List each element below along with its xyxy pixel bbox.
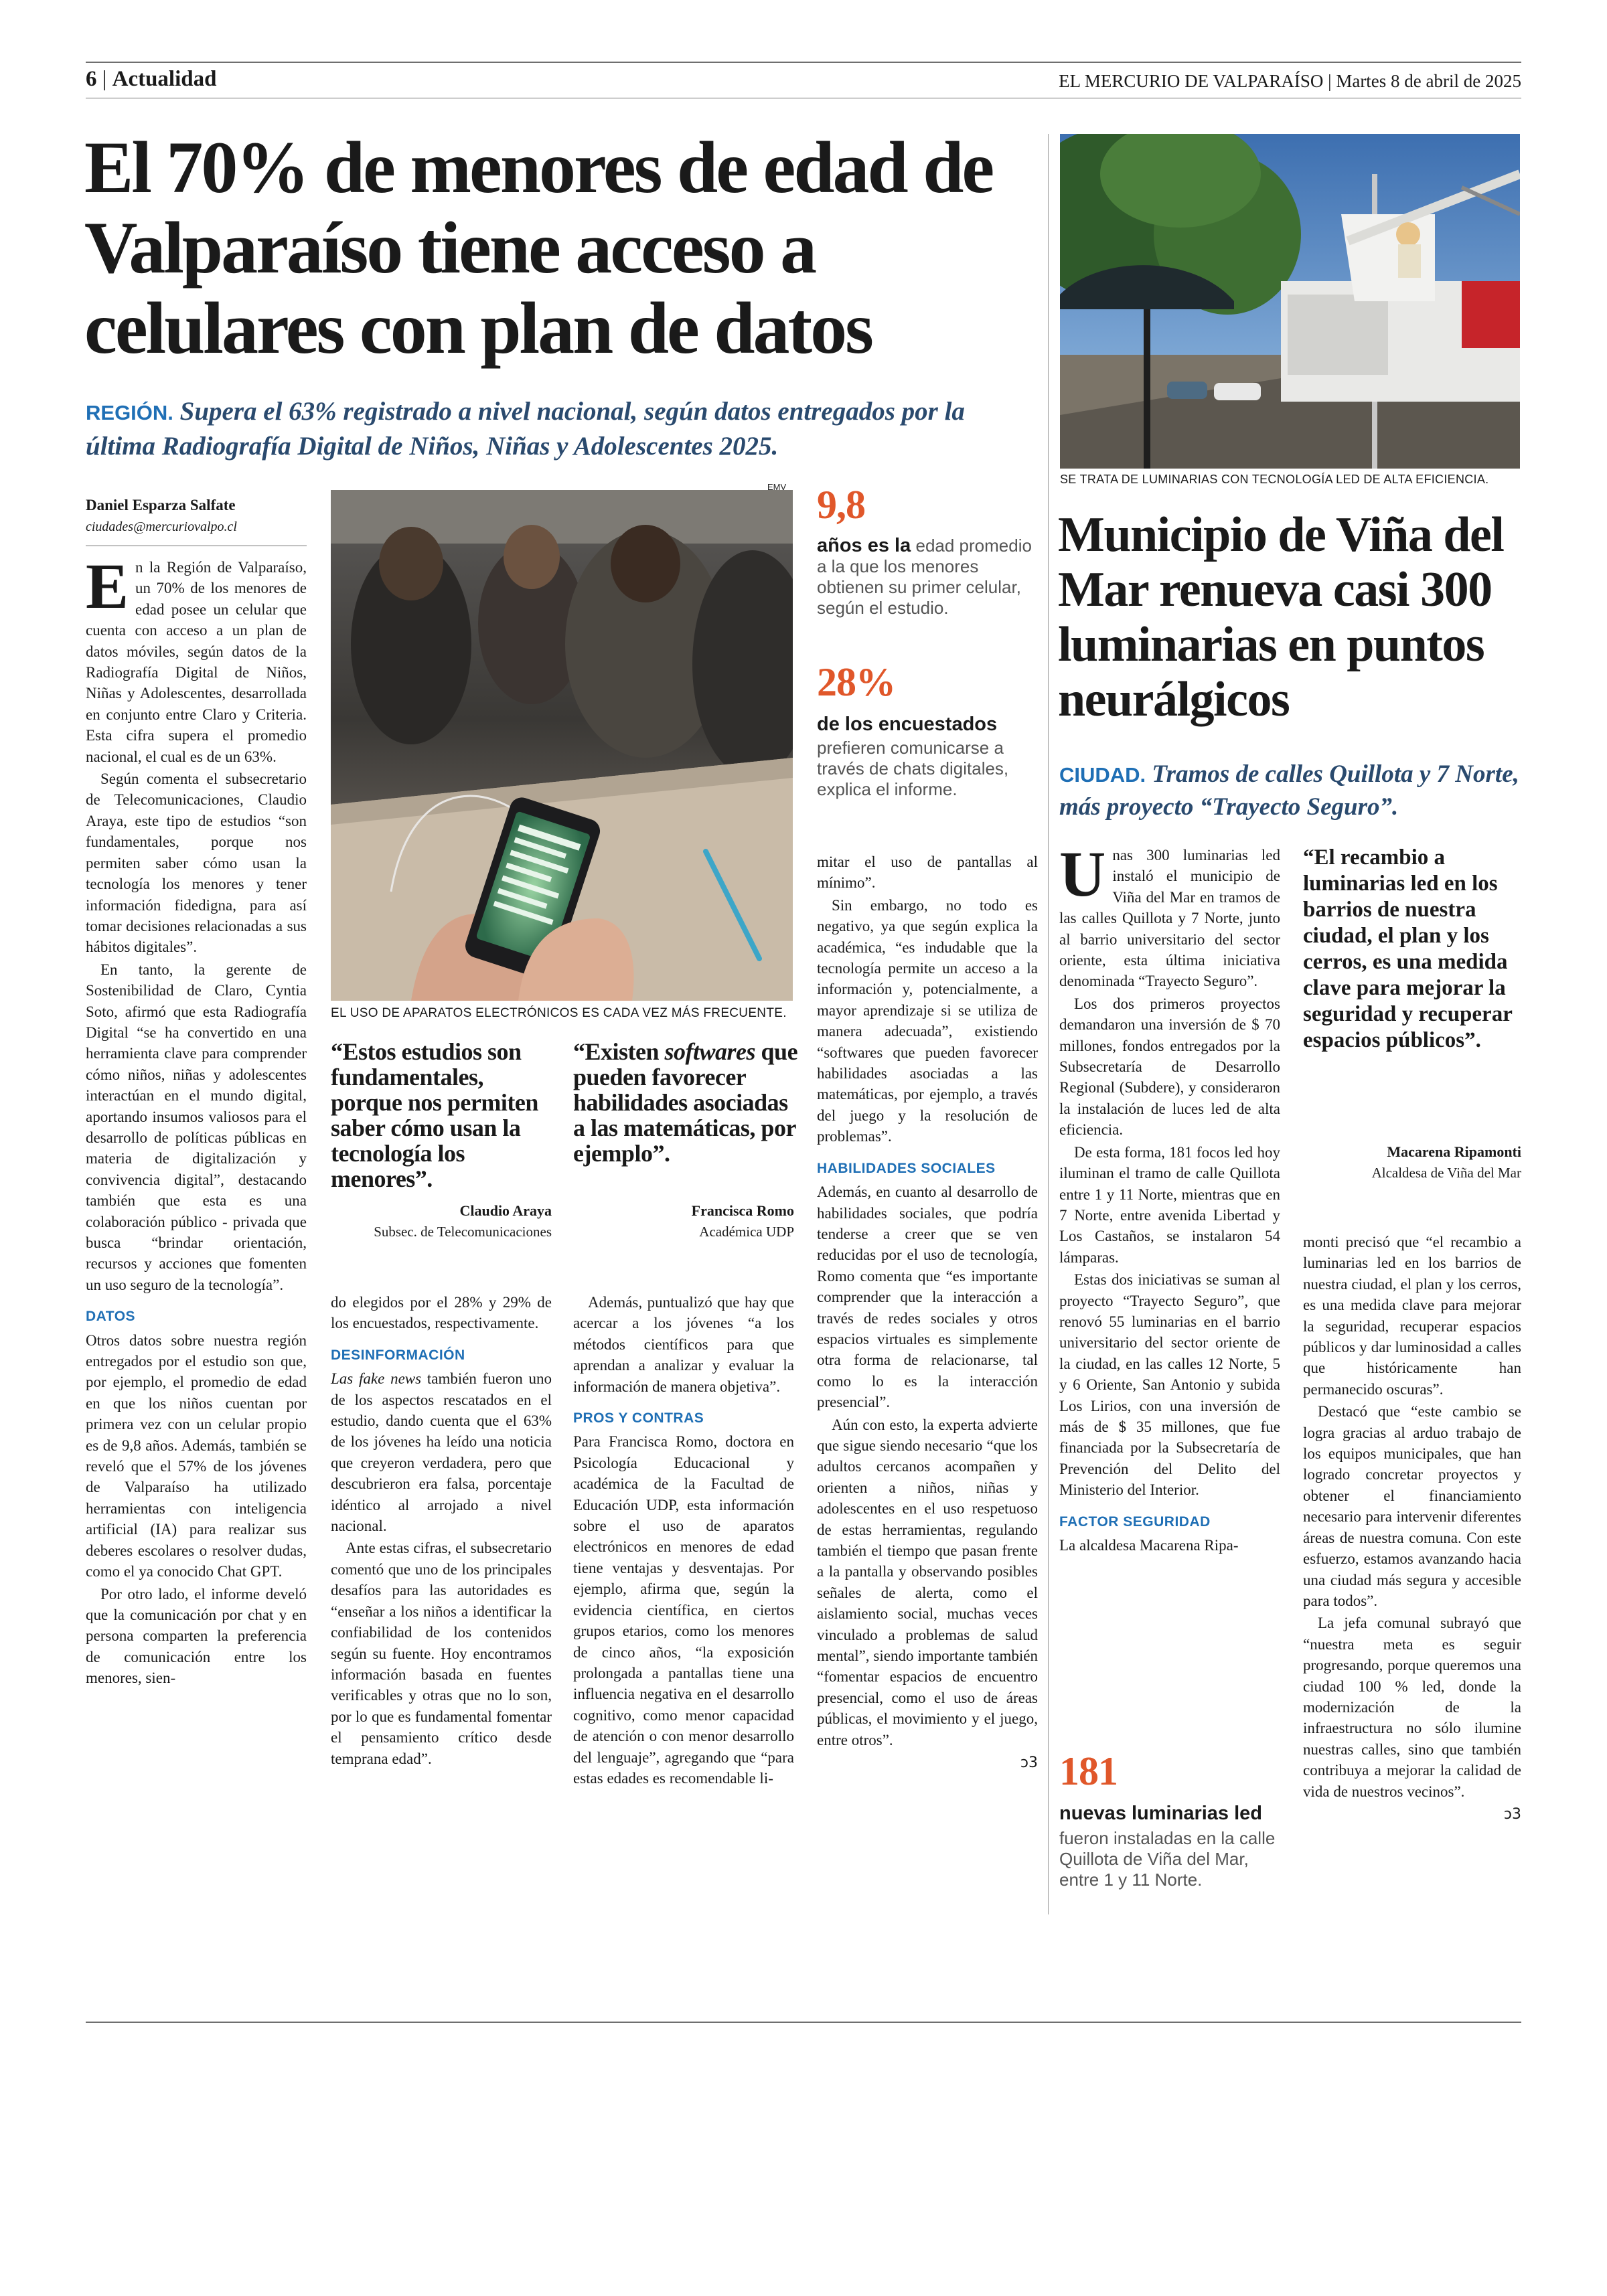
paragraph: Ante estas cifras, el subsecretario comentó que uno de los principales desafíos para las autoridades es “enseñar a los niños a identificar la confiabilidad de los contenidos según su fuente. Hoy encontramos información basada en fuentes verificables y otras que no lo son, por lo que es fundamental fomentar el pensamiento crítico desde temprana edad”. [331,1540,552,1767]
main-headline: El 70% de menores de edad de Valparaíso tiene acceso a celulares con plan de datos [84,127,993,369]
paragraph: Según comenta el subsecretario de Telecomunicaciones, Claudio Araya, este tipo de estudios “son fundamentales, porque nos permiten saber cómo usan la tecnología los menores y tener información fidedigna, para así tomar decisiones relacionadas a sus hábitos digitales”. [86,770,307,956]
fake-news-em: Las fake news [331,1370,422,1388]
stat-desc: fueron instaladas en la calle Quillota de Viña del Mar, entre 1 y 11 Norte. [1059,1828,1276,1890]
quote-author: Macarena Ripamonti [1387,1143,1521,1160]
quote-role: Académica UDP [699,1224,794,1240]
paragraph: Los dos primeros proyectos demandaron una inversión de $ 70 millones, fondos entregados por la Subsecretaría de Desarrollo Regional (Subdere), y consideraron la instalación de luces led de alta eficiencia. [1059,995,1280,1139]
side-lead [1059,758,1528,823]
paragraph: La alcaldesa Macarena Ripa- [1059,1537,1239,1554]
street-lights-image [1060,134,1520,469]
paper-info: EL MERCURIO DE VALPARAÍSO | Martes 8 de abril de 2025 [1059,71,1521,91]
page-number: 6 [86,67,97,91]
subheading: DATOS [86,1309,136,1325]
paragraph: mitar el uso de pantallas al mínimo”. [817,853,1038,892]
paragraph: La jefa comunal subrayó que “nuestra meta es seguir progresando, porque queremos una ciudad 100 % led, donde la modernización de la infraestructura no sólo ilumine nuestras calles, sino que también contribuya a mejorar la calidad de vida de nuestros vecinos”. [1303,1615,1521,1800]
quote-text-italic: softwares [664,1038,756,1065]
paragraph: Además, puntualizó que hay que acercar a los jóvenes “a los métodos científicos para que aprendan a analizar y evaluar la información de manera objetiva”. [573,1294,794,1395]
paragraph: do elegidos por el 28% y 29% de los encuestados, respectivamente. [331,1294,552,1332]
main-col-3 [573,1292,794,1790]
end-mark: ↄ3 [1503,1805,1521,1823]
main-lead [86,395,1037,463]
quote-role: Subsec. de Telecomunicaciones [374,1224,552,1240]
bottom-rule [86,2022,1521,2023]
main-col-2 [331,1292,552,1771]
side-photo [1060,134,1520,469]
quote-text: “Existen [573,1038,665,1065]
stat-1 [817,536,1038,619]
dropcap: E [86,550,129,622]
side-pull-quote: “El recambio a luminarias led en los barrios de nuestra ciudad, el plan y los cerros, es una medida clave para mejorar la seguridad y recuperar espacios públicos”. [1303,845,1513,1052]
quote-author: Francisca Romo [691,1202,794,1219]
top-rule [86,62,1521,63]
article-divider [1048,134,1049,1914]
main-col-1 [86,550,307,1690]
stat-desc: prefieren comunicarse a través de chats digitales, explica el informe. [817,738,1009,799]
end-mark: ↄ3 [1020,1754,1038,1772]
lead-text: Supera el 63% registrado a nivel nacional, según datos entregados por la última Radiografía Digital de Niños, Niñas y Adolescentes 2025. [86,397,965,461]
newspaper-name: EL MERCURIO DE VALPARAÍSO [1059,71,1324,91]
paragraph: Para Francisca Romo, doctora en Psicología Educacional y académica de la Facultad de Educación UDP, esta información sobre el uso de aparatos electrónicos en menores de edad tiene ventajas y desventajas. Por ejemplo, afirma que, según la evidencia científica, en ciertos grupos etarios, como los menores de cinco años, “la exposición prolongada a pantallas tiene una influencia negativa en el desarrollo cognitivo, como menor capacidad de atención o con menor desarrollo del lenguaje”, agregando que “para estas edades es recomendable li- [573,1433,794,1787]
side-col-1 [1059,838,1280,1557]
paragraph: Por otro lado, el informe develó que la comunicación por chat y en persona comparten la preferencia de comunicación entre los menores, sien- [86,1585,307,1687]
paragraph: monti precisó que “el recambio a luminarias led en los barrios de nuestra ciudad, el plan y los cerros, es una medida clave para mejorar la seguridad, recuperar espacios públicos y dar luminosidad a calles que históricamente han permanecido oscuras”. [1303,1234,1521,1398]
photo-credit: EMV [767,482,787,492]
main-photo-caption: EL USO DE APARATOS ELECTRÓNICOS ES CADA VEZ MÁS FRECUENTE. [331,1006,787,1020]
quote-author: Claudio Araya [459,1202,552,1219]
quote-text: que pueden favorecer habilidades asociadas a las matemáticas, por ejemplo”. [573,1038,798,1167]
subheading: FACTOR SEGURIDAD [1059,1513,1211,1530]
section-name: Actualidad [112,67,217,91]
subheading: PROS Y CONTRAS [573,1410,704,1426]
paragraph: Sin embargo, no todo es negativo, ya que según explica la académica, “es indudable que la tecnología permite un acceso a la información y, potencialmente, a mayor aprendizaje si se utiliza de manera adecuada”, existiendo “softwares que pueden favorecer habilidades asociadas a las matemáticas, por ejemplo, a través del juego y la resolución de problemas”. [817,896,1038,1145]
dropcap: U [1059,838,1106,910]
byline [86,497,307,535]
paragraph: Además, en cuanto al desarrollo de habilidades sociales, que podría tenderse a creer que se ven reducidas por el uso de tecnología, Romo comenta que “es importante comprender que la interacción a través de redes sociales y otros espacios virtuales es simplemente otra forma de relacionarse, tal como lo es la interacción presencial”. [817,1183,1038,1411]
lead-tag: REGIÓN. [86,401,173,424]
stat-number: 181 [1059,1749,1118,1793]
lead-text: Tramos de calles Quillota y 7 Norte, más proyecto “Trayecto Seguro”. [1059,760,1519,821]
stat-number: 28% [817,660,895,704]
lead-tag: CIUDAD. [1059,763,1146,787]
classroom-phone-image [331,490,793,1001]
paragraph: De esta forma, 181 focos led hoy iluminan el tramo de calle Quillota entre 1 y 11 Norte, mientras que en 7 Norte, entre avenida Libertad y Los Castaños, se instalaron 54 lámparas. [1059,1143,1280,1266]
side-headline: Municipio de Viña del Mar renueva casi 300 luminarias en puntos neurálgicos [1058,507,1504,727]
paragraph: Estas dos iniciativas se suman al proyecto “Trayecto Seguro”, que renovó 55 luminarias en el barrio universitario del sector oriente de la ciudad, en las calles 12 Norte, 5 y 6 Oriente, San Antonio y subida Los Lirios, con una inversión de más de $ 35 millones, que fue financiada por la Subsecretaría de Prevención del Delito del Ministerio del Interior. [1059,1271,1280,1499]
stat-number: 9,8 [817,483,865,527]
stat-desc: edad promedio a la que los menores obtienen su primer celular, según el estudio. [817,536,1032,618]
stat-label: años es la [817,535,911,556]
author-name: Daniel Esparza Salfate [86,497,236,513]
pull-quote-2 [573,1039,801,1166]
side-photo-caption: SE TRATA DE LUMINARIAS CON TECNOLOGÍA LED DE ALTA EFICIENCIA. [1060,473,1489,486]
issue-date: Martes 8 de abril de 2025 [1336,71,1521,91]
subheading: DESINFORMACIÓN [331,1347,465,1363]
author-email: ciudades@mercuriovalpo.cl [86,519,237,534]
main-col-4 [817,851,1038,1773]
main-photo [331,490,793,1001]
side-col-2 [1303,1232,1521,1825]
paragraph: Otros datos sobre nuestra región entregados por el estudio son que, por ejemplo, el promedio de edad en que los niños cuentan por primera vez con un celular propio es de 9,8 años. Además, también se reveló que el 57% de los jóvenes de Valparaíso ha utilizado herramientas con inteligencia artificial (IA) para realizar sus deberes escolares o resolver dudas, como el ya conocido Chat GPT. [86,1331,307,1580]
page-folio: 6 | Actualidad [86,67,217,91]
paragraph: también fueron uno de los aspectos rescatados en el estudio, dando cuenta que el 63% de los jóvenes ha leído una noticia que creyeron verdadera, pero que descubrieron era falsa, porcentaje idéntico al arrojado a nivel nacional. [331,1370,552,1535]
stat-label: nuevas luminarias led [1059,1803,1263,1824]
stat-label: de los encuestados [817,714,998,735]
quote-role: Alcaldesa de Viña del Mar [1371,1165,1521,1181]
paragraph: Destacó que “este cambio se logra gracias al arduo trabajo de los equipos municipales, que han logrado concretar proyectos y obtener el financiamiento necesario para intervenir diferentes áreas de nuestra comuna. Con este esfuerzo, estamos avanzando hacia una ciudad más segura y accesible para todos”. [1303,1403,1521,1609]
paragraph: Aún con esto, la experta advierte que sigue siendo necesario “que los adultos cercanos acompañen y orienten a niños, niñas y adolescentes en el uso respetuoso de estas herramientas, regulando también el tiempo que pasan frente a la pantalla y observando posibles señales de alerta, como el aislamiento social, muchas veces vinculado a problemas de salud mental”, siendo importante también “fomentar espacios de encuentro presencial, como el uso de áreas públicas, el movimiento y el juego, entre otros”. [817,1416,1038,1748]
paragraph: nas 300 luminarias led instaló el municipio de Viña del Mar en tramos de las calles Quillota y 7 Norte, junto al barrio universitario del sector oriente, esta última iniciativa denominada “Trayecto Seguro”. [1059,847,1280,990]
paragraph: En tanto, la gerente de Sostenibilidad de Claro, Cyntia Soto, afirmó que esta Radiografía Digital “se ha convertido en una herramienta clave para comprender cómo niños, niñas y adolescentes interactúan en el mundo digital, aportando insumos valiosos para el desarrollo de políticas públicas en materia de digitalización y convivencia digital”, destacando también que esta es una colaboración público - privada que busca “brindar orientación, recursos y acciones que fomenten un uso seguro de la tecnología”. [86,961,307,1293]
paragraph: n la Región de Valparaíso, un 70% de los menores de edad posee un celular que cuenta con acceso a un plan de datos móviles, según datos de la Radiografía Digital de Niños, Niñas y Adolescentes, desarrollada en conjunto entre Claro y Criteria. Esta cifra supera el promedio nacional, el cual es de un 63%. [86,559,307,765]
pull-quote-1: “Estos estudios son fundamentales, porque nos permiten saber cómo usan la tecnología los menores”. [331,1038,538,1192]
subheading: HABILIDADES SOCIALES [817,1160,996,1176]
